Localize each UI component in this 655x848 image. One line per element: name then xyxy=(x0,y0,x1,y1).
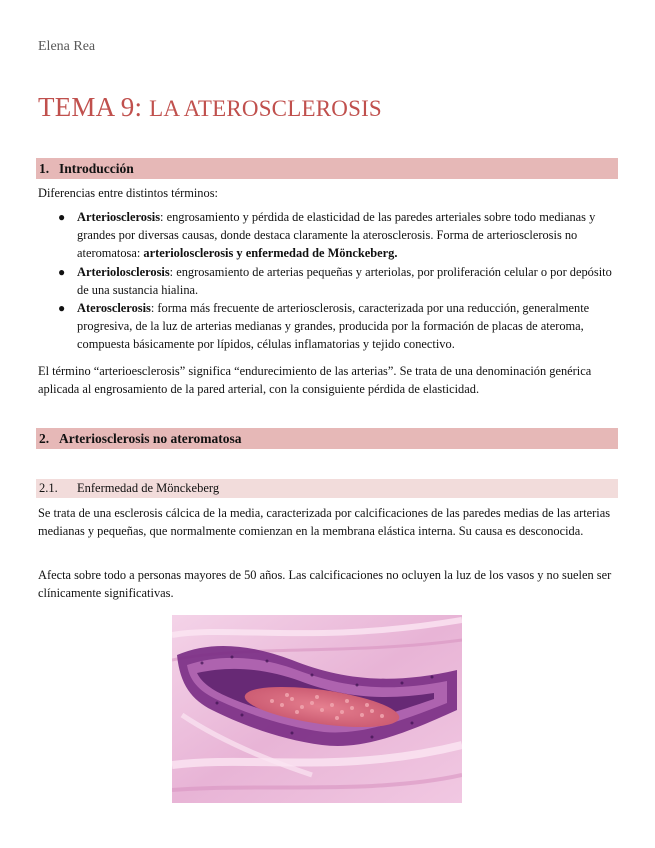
bullet-icon: ● xyxy=(58,301,66,316)
page-title xyxy=(38,92,382,123)
definition: : forma más frecuente de arteriosclerosis, caracterizada por una reducción, generalmente progresiva, de la luz de arterias medianas y grandes, producida por la formación de placas de ateroma, compuesta básicamente por lípidos, células inflamatorias y tejido conectivo. xyxy=(77,301,590,352)
section-2-heading xyxy=(36,428,618,449)
subsection-2-1-paragraph-1: Se trata de una esclerosis cálcica de la media, caracterizada por calcificaciones de las paredes medias de las arterias medianas y pequeñas, que normalmente comienzan en la membrana elástica interna. Su causa es desconocida. xyxy=(38,506,611,539)
section-1-intro: Diferencias entre distintos términos: xyxy=(38,186,218,200)
term: Aterosclerosis xyxy=(77,301,151,316)
subsection-2-1-paragraph-2: Afecta sobre todo a personas mayores de 50 años. Las calcificaciones no ocluyen la luz de los vasos y no suelen ser clínicamente significativas. xyxy=(38,568,612,601)
author-name: Elena Rea xyxy=(38,39,96,54)
definitions-list xyxy=(38,208,616,354)
histology-image xyxy=(172,615,462,803)
definition: : engrosamiento y pérdida de elasticidad de las paredes arteriales sobre todo medianas y grandes por diversas causas, donde destaca claramente la aterosclerosis. Forma de arteriosclerosis no ateromatosa: xyxy=(77,210,596,261)
section-1-closing: El término “arterioesclerosis” significa “endurecimiento de las arterias”. Se trata de una denominación genérica aplicada al engrosamiento de la pared arterial, con la consiguiente pérdida de elasticidad. xyxy=(38,364,592,397)
list-item-arteriosclerosis xyxy=(38,208,616,263)
subsection-2-1-title: Enfermedad de Mönckeberg xyxy=(77,481,220,495)
bullet-icon: ● xyxy=(58,210,66,224)
title-number: TEMA 9: xyxy=(38,92,143,122)
section-1-number: 1. xyxy=(39,161,50,176)
bullet-icon: ● xyxy=(58,264,66,279)
subsection-2-1-number: 2.1. xyxy=(39,481,58,495)
definition: : engrosamiento de arterias pequeñas y arteriolas, por proliferación celular o por depósito de una sustancia hialina. xyxy=(77,264,612,297)
term: Arteriolosclerosis xyxy=(77,264,170,279)
definition-bold-tail: arteriolosclerosis y enfermedad de Mönckeberg. xyxy=(143,246,398,261)
list-item-aterosclerosis xyxy=(38,299,616,354)
subsection-2-1-heading xyxy=(36,479,618,498)
title-text: LA ATEROSCLEROSIS xyxy=(149,96,382,121)
term: Arteriosclerosis xyxy=(77,210,161,224)
section-1-title: Introducción xyxy=(59,161,134,176)
list-item-arteriolosclerosis xyxy=(38,263,616,299)
section-2-title: Arteriosclerosis no ateromatosa xyxy=(59,431,242,446)
section-2-number: 2. xyxy=(39,431,50,446)
section-1-heading xyxy=(36,158,618,179)
